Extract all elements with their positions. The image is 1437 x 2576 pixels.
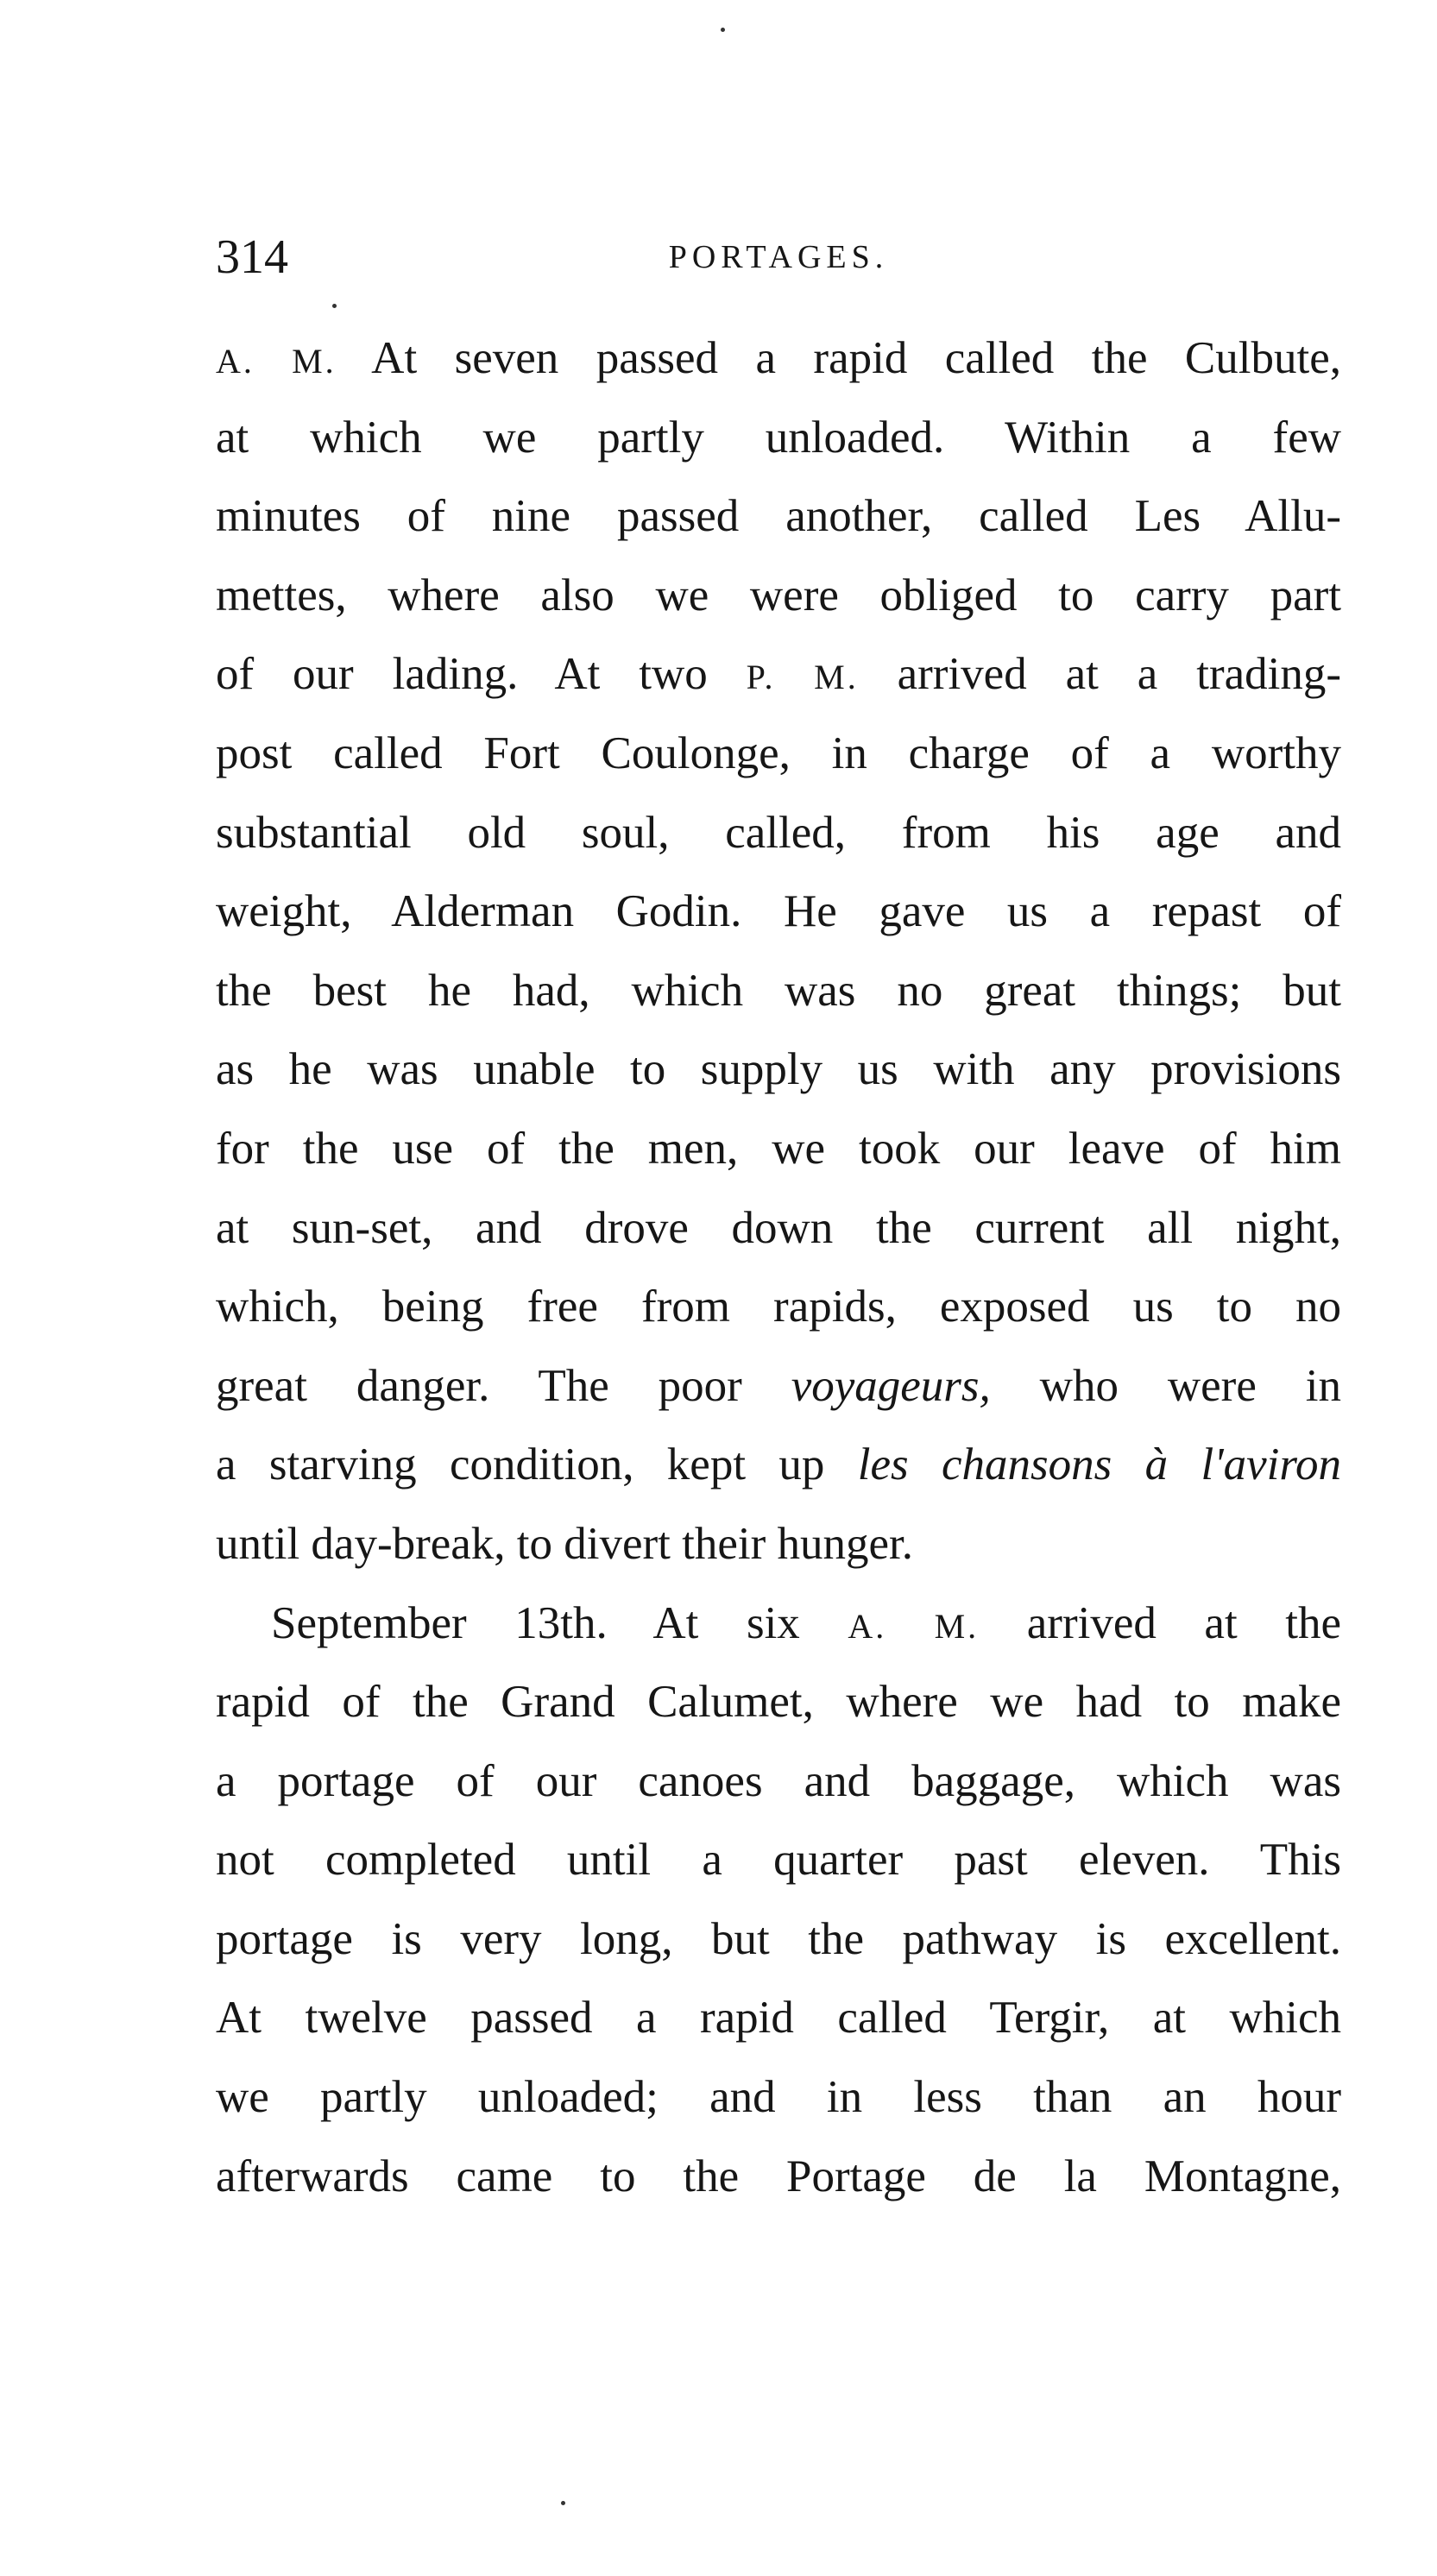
running-title: PORTAGES. [668,239,889,275]
text-line-paragraph-end: until day-break, to divert their hunger. [216,1518,914,1569]
text-line: substantial old soul, called, from his age and [216,807,1341,858]
print-speck [561,2501,565,2505]
text-line: a portage of our canoes and baggage, which was [216,1755,1341,1806]
text-line: great danger. The poor voyageurs, who were in [216,1360,1341,1411]
text-line: At twelve passed a rapid called Tergir, at which [216,1993,1341,2044]
page-number: 314 [216,230,288,284]
text-line: minutes of nine passed another, called Les Allu- [216,491,1341,542]
text-line: mettes, where also we were obliged to carry part [216,570,1341,620]
text-line-paragraph-start: September 13th. At six A. M. arrived at the [271,1597,1342,1648]
text-line: portage is very long, but the pathway is excellent. [216,1913,1341,1964]
running-head [216,223,1341,292]
text-line: which, being free from rapids, exposed us to no [216,1282,1341,1332]
print-speck [332,304,337,308]
text-line: at which we partly unloaded. Within a few [216,412,1341,463]
text-line: post called Fort Coulonge, in charge of a worthy [216,727,1341,778]
text-line: A. M. At seven passed a rapid called the Culbute, [216,333,1341,383]
text-line: weight, Alderman Godin. He gave us a repast of [216,886,1341,937]
print-speck [721,28,725,32]
text-line: at sun-set, and drove down the current all night, [216,1202,1341,1253]
body-text [216,319,1341,2216]
text-line: of our lading. At two P. M. arrived at a trading- [216,649,1341,700]
text-line: the best he had, which was no great things; but [216,965,1341,1016]
text-line: rapid of the Grand Calumet, where we had to make [216,1677,1341,1728]
text-line: as he was unable to supply us with any provisions [216,1044,1341,1095]
text-line: we partly unloaded; and in less than an hour [216,2072,1341,2123]
text-line: afterwards came to the Portage de la Montagne, [216,2151,1341,2201]
text-line: not completed until a quarter past eleven. This [216,1835,1341,1886]
text-line: a starving condition, kept up les chansons à l'aviron [216,1439,1341,1490]
text-line: for the use of the men, we took our leave of him [216,1123,1341,1174]
